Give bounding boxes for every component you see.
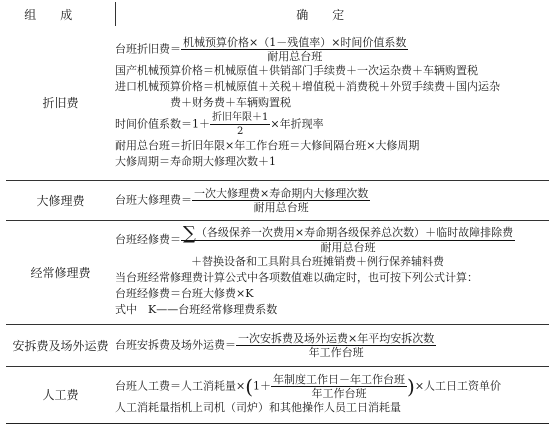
header-composition: 组成 [6,2,115,26]
text-line: 费＋财务费＋车辆购置税 [170,95,291,109]
formula-lhs: 台班大修理费＝ [115,193,192,206]
text-line: 当台班经常修理费计算公式中各项数值难以确定时，也可按下列公式计算： [115,271,478,284]
table-header [6,2,549,26]
text-line: 式中 K——台班经常修理费系数 [115,303,278,316]
numerator: 机械预算价格×（1－残值率）×时间价值系数 [183,35,407,49]
table-row-labor [6,366,549,423]
denominator: 耐用总台班 [267,49,323,63]
cost-table [6,2,549,424]
text-line: 人工消耗量指机上司机（司炉）和其他操作人员工日消耗量 [115,401,401,414]
numerator [181,223,515,244]
text-line: 国产机械预算价格＝机械原值＋供销部门手续费＋一次运杂费＋车辆购置税 [115,63,478,77]
formula-line [115,373,549,400]
open-paren: ( [245,374,254,399]
text-line: 耐用总台班＝折旧年限×年工作台班＝大修间隔台班×大修周期 [115,138,420,152]
fraction [181,36,408,63]
formula-lhs: 台班安拆费及场外运费＝ [115,338,236,351]
row-name: 经常修理费 [6,220,115,324]
formula-rhs: ×人工日工资单价 [414,379,502,393]
numerator-text: （各级保养一次费用×寿命期各级保养总次数）＋临时故障排除费 [195,226,514,239]
numerator: 一次安拆费及场外运费×年平均安拆次数 [238,331,435,345]
row-name: 安拆费及场外运费 [6,324,115,366]
fraction [192,187,370,214]
formula-lhs: 时间价值系数＝1＋ [115,117,210,131]
row-name: 折旧费 [6,26,115,180]
formula-lhs: 台班折旧费＝ [115,42,181,56]
fraction [181,223,515,254]
row-formulas [115,366,549,423]
numerator: 年制度工作日－年工作台班 [273,373,406,386]
formula-lhs: 台班经修费＝ [115,233,181,246]
row-formulas [115,324,549,366]
denominator: 2 [237,125,244,137]
table-row-depreciation [6,26,549,180]
numerator: 折旧年限＋1 [212,111,269,123]
formula-lhs: 台班人工费＝人工消耗量× [115,379,246,393]
fraction [210,111,270,138]
fraction [271,373,407,400]
text-line: 大修周期＝寿命期大修理次数＋1 [115,154,276,168]
denominator: 耐用总台班 [253,200,309,214]
text-line: ＋替换设备和工具附具台班摊销费＋例行保养辅料费 [191,255,444,268]
numerator: 一次大修理费×寿命期内大修理次数 [194,186,369,200]
close-paren: ) [407,374,415,399]
summation-symbol: ∑ [183,223,196,244]
formula-line [115,111,549,138]
formula-line [115,223,549,254]
text-line: 进口机械预算价格＝机械原值＋关税＋增值税＋消费税＋外贸手续费＋国内运杂 [115,79,500,93]
formula-rhs: ×年折现率 [270,117,324,131]
header-determination: 确定 [296,7,369,22]
denominator: 年工作台班 [311,387,367,400]
text-line: 台班经修费＝台班大修费×K [115,287,254,300]
table-row-installation [6,324,549,366]
row-name: 人工费 [6,366,115,423]
fraction [236,332,436,359]
formula-line [115,332,549,359]
table-row-major-repair [6,180,549,220]
row-formulas [115,26,549,180]
formula-line [115,187,549,214]
formula-pre: 1＋ [253,379,272,393]
row-formulas [115,180,549,220]
row-formulas [115,220,549,324]
table-row-regular-repair [6,220,549,324]
denominator: 年工作台班 [308,345,364,359]
row-name: 大修理费 [6,180,115,220]
formula-line [115,36,549,63]
denominator: 耐用总台班 [320,241,376,254]
